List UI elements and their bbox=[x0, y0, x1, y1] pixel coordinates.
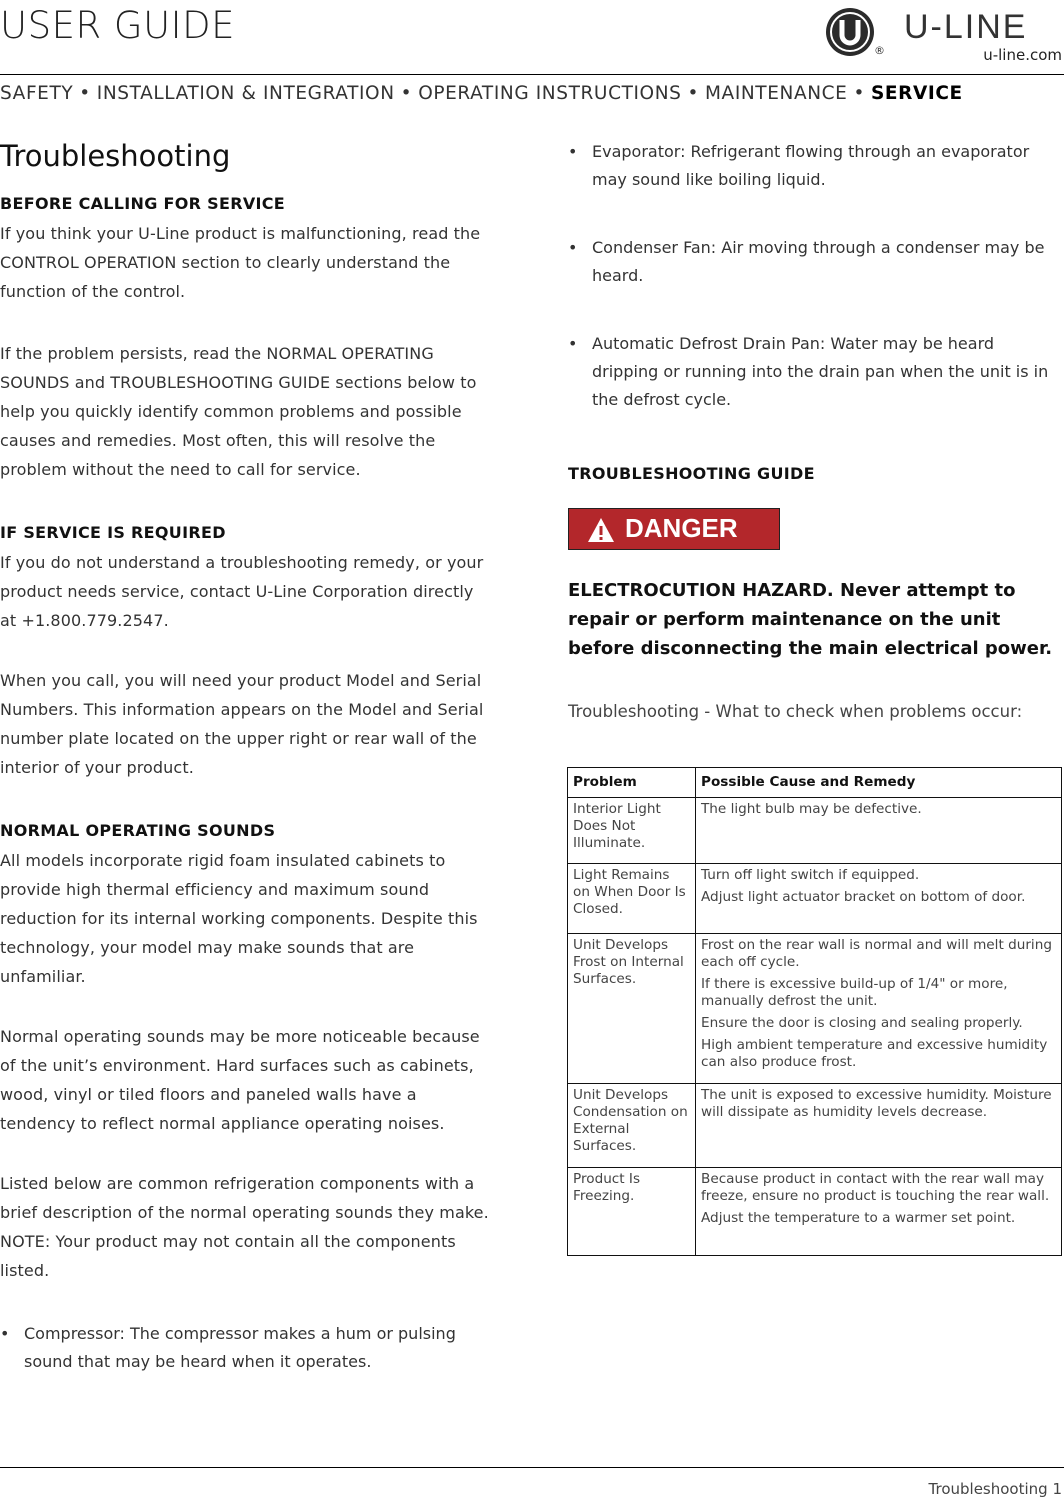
remedy-text: Adjust light actuator bracket on bottom of door. bbox=[701, 889, 1026, 905]
heading-before-calling: BEFORE CALLING FOR SERVICE bbox=[0, 194, 286, 213]
problem-cell: Unit Develops Frost on Internal Surfaces. bbox=[568, 934, 696, 1084]
remedy-text: Ensure the door is closing and sealing properly. bbox=[701, 1015, 1023, 1031]
table-row bbox=[568, 1084, 1062, 1168]
nav-separator: • bbox=[79, 83, 91, 104]
paragraph: All models incorporate rigid foam insulated cabinets to provide high thermal efficiency and maximum sound reduction for its internal working components. Despite this technology, your model may make sounds that are unfamiliar. bbox=[0, 851, 478, 986]
remedy-text: Frost on the rear wall is normal and will melt during each off cycle. bbox=[701, 937, 1052, 970]
list-item-text: Compressor: The compressor makes a hum or pulsing sound that may be heard when it operates. bbox=[24, 1324, 456, 1371]
remedy-text: If there is excessive build-up of 1/4" or more, manually defrost the unit. bbox=[701, 976, 1008, 1009]
nav-separator: • bbox=[853, 83, 865, 104]
list-item bbox=[568, 138, 1060, 194]
heading-service-required: IF SERVICE IS REQUIRED bbox=[0, 523, 226, 542]
website-url: u-line.com bbox=[983, 46, 1062, 64]
remedy-text: Because product in contact with the rear wall may freeze, ensure no product is touching the rear wall. bbox=[701, 1171, 1050, 1204]
nav-item-maintenance[interactable]: MAINTENANCE bbox=[705, 83, 848, 104]
list-item-text: Evaporator: Refrigerant flowing through an evaporator may sound like boiling liquid. bbox=[592, 142, 1030, 189]
paragraph: If you think your U-Line product is malfunctioning, read the CONTROL OPERATION section to clearly understand the function of the control. bbox=[0, 224, 481, 301]
column-header-remedy: Possible Cause and Remedy bbox=[696, 768, 1062, 798]
list-item bbox=[0, 1320, 492, 1376]
u-line-logo-mark-icon bbox=[824, 6, 876, 58]
remedy-cell bbox=[696, 1168, 1062, 1256]
troubleshooting-intro: Troubleshooting - What to check when problems occur: bbox=[568, 702, 1023, 721]
electrocution-warning: ELECTROCUTION HAZARD. Never attempt to repair or perform maintenance on the unit before disconnecting the main electrical power. bbox=[568, 580, 1053, 659]
page-footer-label: Troubleshooting 1 bbox=[928, 1480, 1062, 1498]
remedy-text: The unit is exposed to excessive humidity. Moisture will dissipate as humidity levels decrease. bbox=[701, 1087, 1052, 1120]
header-divider bbox=[0, 74, 1064, 75]
bullet-icon: • bbox=[568, 142, 578, 161]
warning-triangle-icon bbox=[587, 517, 615, 543]
list-item bbox=[568, 234, 1060, 290]
bullet-icon: • bbox=[568, 334, 578, 353]
problem-cell: Unit Develops Condensation on External Surfaces. bbox=[568, 1084, 696, 1168]
nav-item-operating-instructions[interactable]: OPERATING INSTRUCTIONS bbox=[418, 83, 682, 104]
table-row bbox=[568, 1168, 1062, 1256]
remedy-text: Turn off light switch if equipped. bbox=[701, 867, 920, 883]
section-nav bbox=[0, 83, 1064, 104]
nav-item-installation[interactable]: INSTALLATION & INTEGRATION bbox=[96, 83, 395, 104]
paragraph: Listed below are common refrigeration components with a brief description of the normal operating sounds they make. NOTE: Your product may not contain all the components listed. bbox=[0, 1174, 489, 1280]
heading-troubleshooting-guide: TROUBLESHOOTING GUIDE bbox=[568, 464, 815, 483]
problem-cell: Light Remains on When Door Is Closed. bbox=[568, 864, 696, 934]
table-row bbox=[568, 798, 1062, 864]
danger-banner bbox=[568, 508, 780, 550]
page-title: Troubleshooting bbox=[0, 139, 231, 173]
column-header-problem: Problem bbox=[568, 768, 696, 798]
remedy-cell bbox=[696, 934, 1062, 1084]
table-row bbox=[568, 934, 1062, 1084]
remedy-cell bbox=[696, 798, 1062, 864]
paragraph: When you call, you will need your product Model and Serial Numbers. This information appears on the Model and Serial number plate located on the upper right or rear wall of the interior of your product. bbox=[0, 671, 484, 777]
right-column bbox=[568, 138, 1060, 483]
paragraph: Normal operating sounds may be more noticeable because of the unit’s environment. Hard surfaces such as cabinets, wood, vinyl or tiled floors and paneled walls have a tendency to reflect normal appliance operating noises. bbox=[0, 1027, 480, 1133]
remedy-cell bbox=[696, 1084, 1062, 1168]
bullet-icon: • bbox=[0, 1324, 10, 1343]
remedy-text: Adjust the temperature to a warmer set point. bbox=[701, 1210, 1016, 1226]
remedy-text: The light bulb may be defective. bbox=[701, 801, 922, 817]
u-line-logo bbox=[824, 2, 1064, 68]
nav-separator: • bbox=[400, 83, 413, 104]
left-column bbox=[0, 138, 492, 1376]
logo-wordmark: U-LINE bbox=[904, 8, 1028, 46]
remedy-cell bbox=[696, 864, 1062, 934]
problem-cell: Product Is Freezing. bbox=[568, 1168, 696, 1256]
nav-item-safety[interactable]: SAFETY bbox=[0, 83, 74, 104]
list-item bbox=[568, 330, 1060, 414]
danger-label: DANGER bbox=[625, 513, 738, 543]
remedy-text: High ambient temperature and excessive humidity can also produce frost. bbox=[701, 1037, 1048, 1070]
nav-item-service[interactable]: SERVICE bbox=[870, 83, 963, 104]
list-item-text: Condenser Fan: Air moving through a condenser may be heard. bbox=[592, 238, 1045, 285]
list-item-text: Automatic Defrost Drain Pan: Water may be heard dripping or running into the drain pan when the unit is in the defrost cycle. bbox=[592, 334, 1049, 409]
bullet-icon: • bbox=[568, 238, 578, 257]
troubleshooting-table bbox=[567, 767, 1062, 1256]
registered-mark: ® bbox=[874, 44, 885, 57]
table-header-row bbox=[568, 768, 1062, 798]
nav-separator: • bbox=[687, 83, 699, 104]
paragraph: If you do not understand a troubleshooting remedy, or your product needs service, contact U-Line Corporation directly at +1.800.779.2547. bbox=[0, 553, 484, 630]
document-title: USER GUIDE bbox=[0, 4, 235, 47]
heading-normal-sounds: NORMAL OPERATING SOUNDS bbox=[0, 821, 276, 840]
table-row bbox=[568, 864, 1062, 934]
paragraph: If the problem persists, read the NORMAL OPERATING SOUNDS and TROUBLESHOOTING GUIDE sections below to help you quickly identify common problems and possible causes and remedies. Most often, this will resolve the problem without the need to call for service. bbox=[0, 344, 477, 479]
problem-cell: Interior Light Does Not Illuminate. bbox=[568, 798, 696, 864]
footer-divider bbox=[0, 1467, 1064, 1468]
